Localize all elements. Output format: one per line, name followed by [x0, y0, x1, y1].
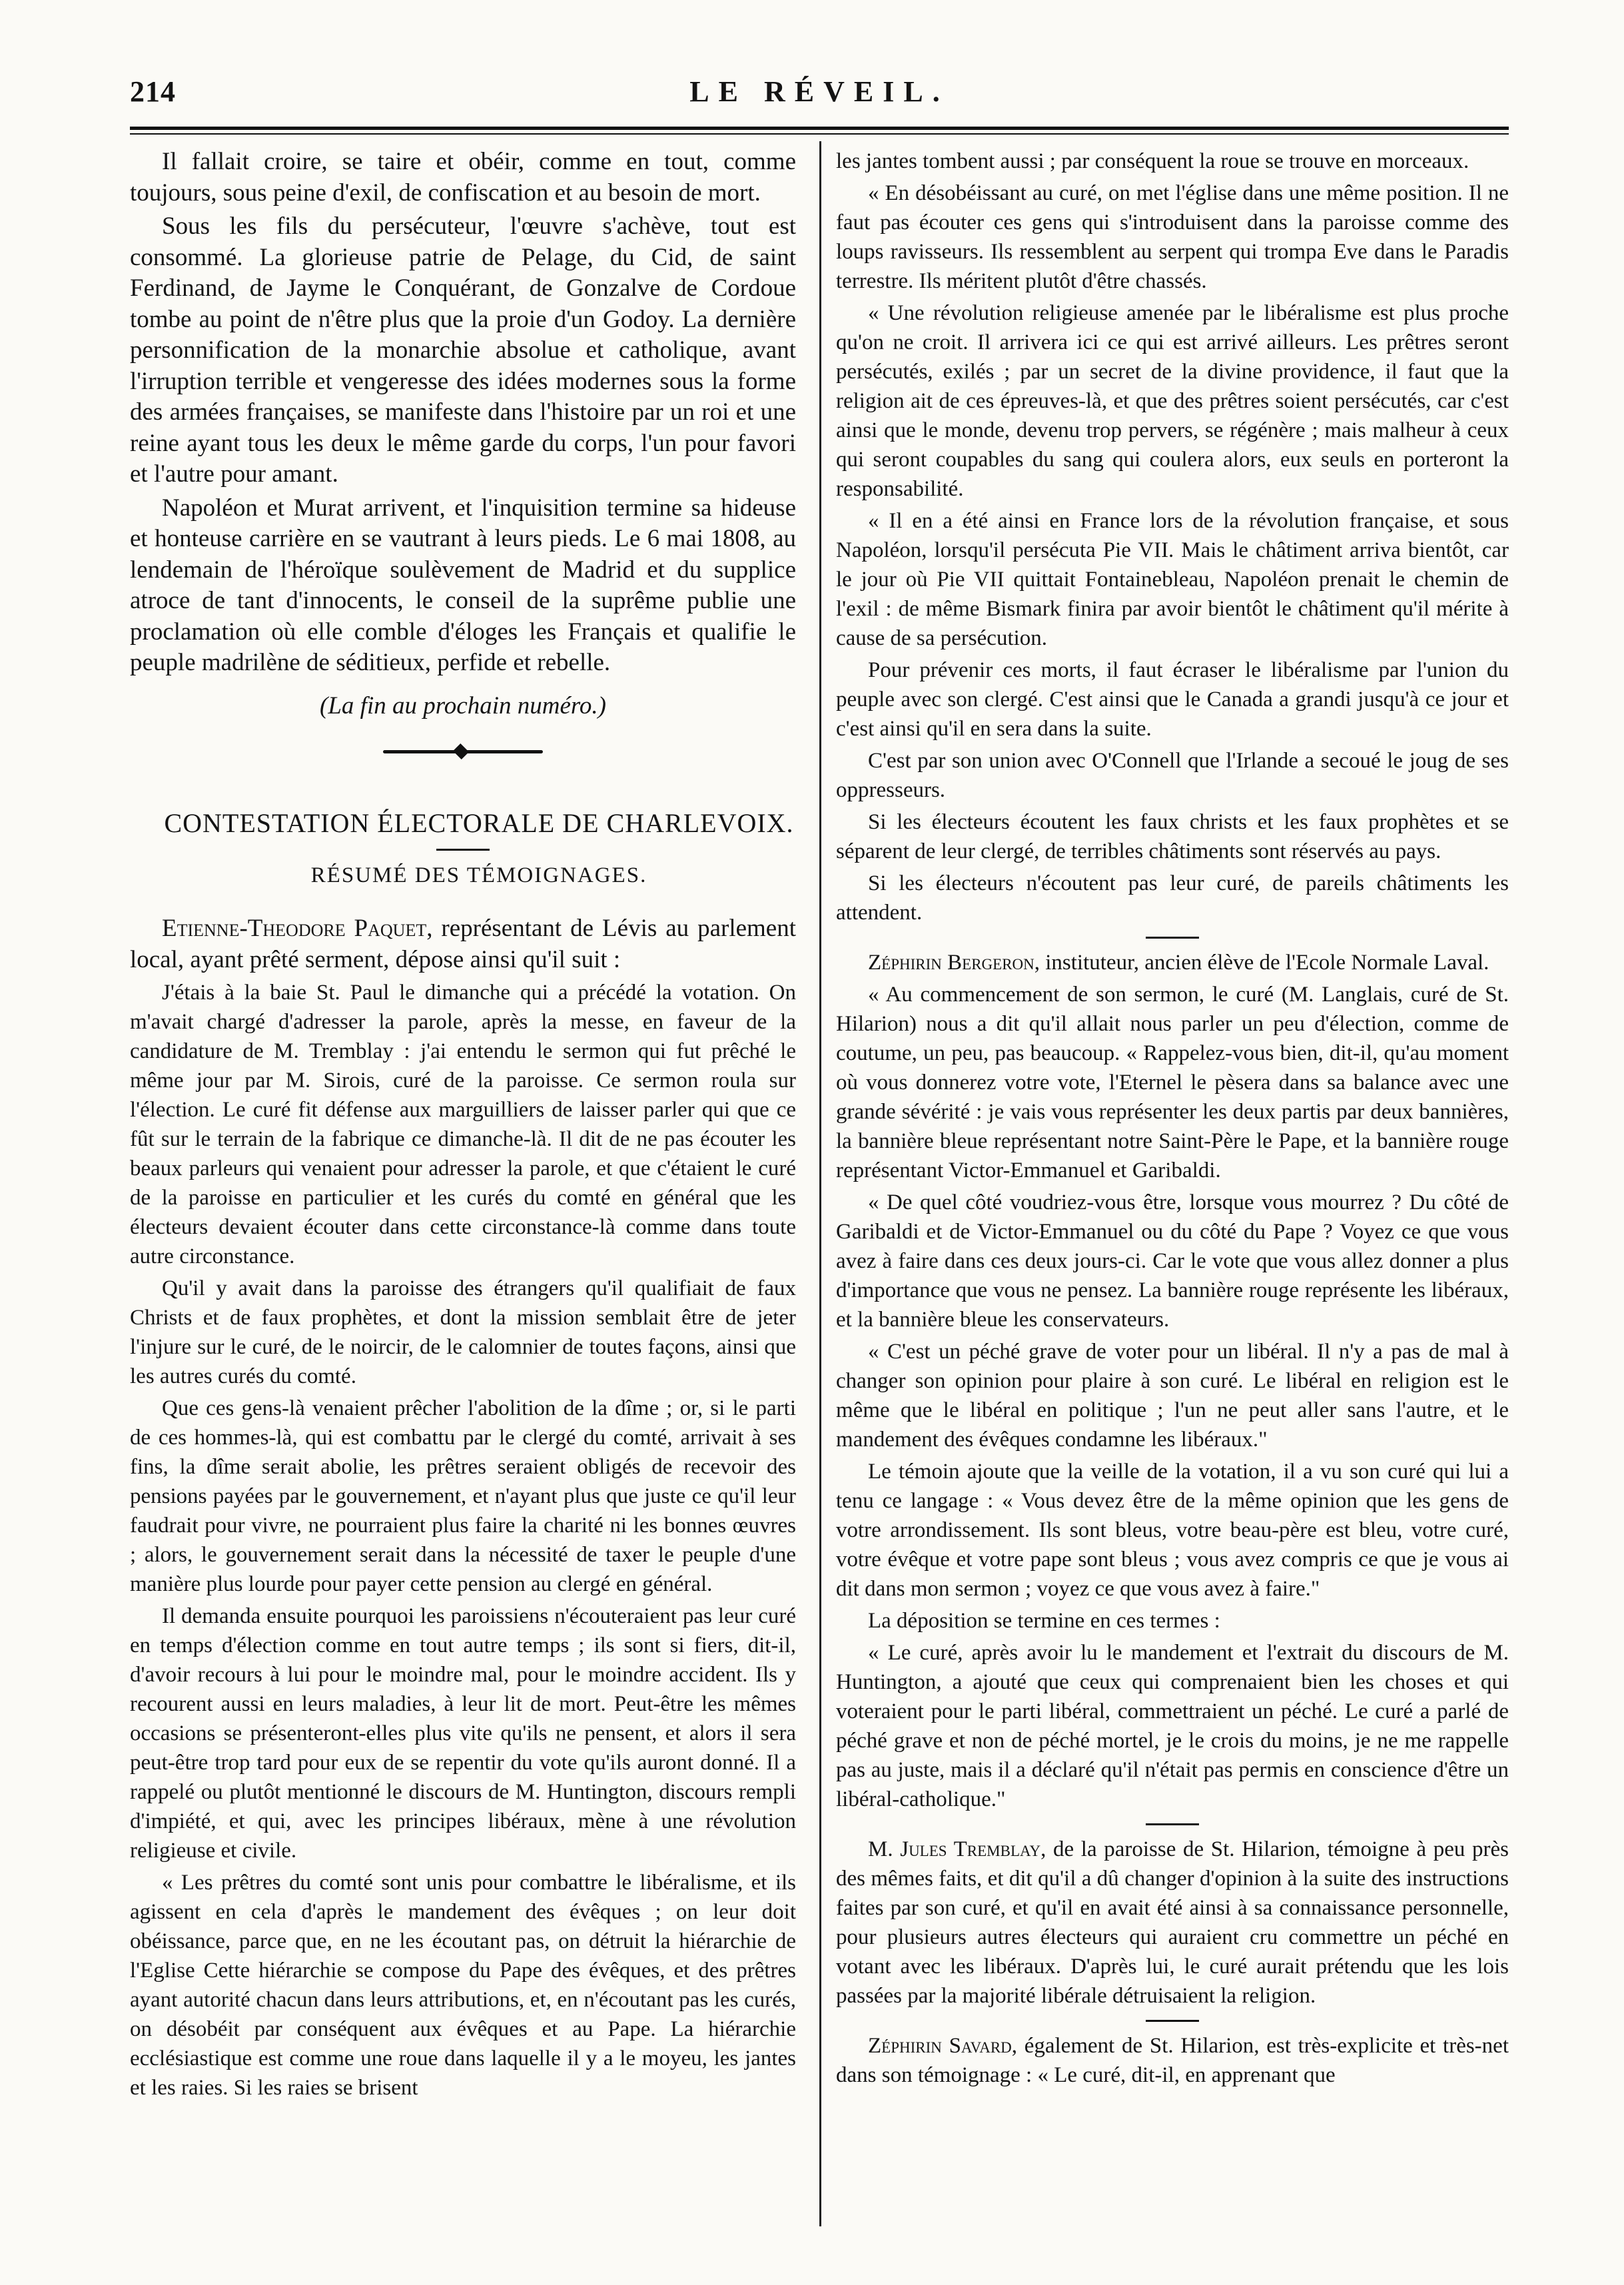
- witness-name: Zéphirin Savard: [868, 2034, 1012, 2058]
- right-column: [836, 147, 1509, 2092]
- journal-title: LE RÉVEIL.: [689, 75, 949, 108]
- testimony-paragraph: J'étais à la baie St. Paul le dimanche qui a précédé la votation. On m'avait chargé d'adresser la parole, après la messe, en faveur de la candidature de M. Tremblay : j'ai entendu le sermon qui fut prêché le même jour par M. Sirois, curé de la paroisse. Ce sermon roula sur l'élection. Le curé fit défense aux marguilliers de laisser parler qui que ce fût sur le terrain de la fabrique ce dimanche-là. Il dit de ne pas écouter les beaux parleurs qui venaient pour adresser la parole, et que c'étaient le curé de la paroisse en particulier et les curés du comté en général que les électeurs devaient écouter dans cette circonstance-là comme dans toute autre circonstance.: [130, 981, 796, 1268]
- testimony-paragraph: « Le curé, après avoir lu le mandement et l'extrait du discours de M. Huntington, a ajouté que ceux qui comprenaient bien les choses et qui voteraient pour le parti libéral, commettraient un péché. Le curé a parlé de péché grave et non de péché mortel, je le crois du moins, je ne me rappelle pas au juste, mais il a déclaré qu'il n'était pas permis en conscience d'être un libéral-catholique.": [836, 1641, 1509, 1811]
- paragraph: Il fallait croire, se taire et obéir, comme en tout, comme toujours, sous peine d'exil, de confiscation et au besoin de mort.: [130, 148, 796, 207]
- testimony-paragraph: Si les électeurs n'écoutent pas leur curé, de pareils châtiments les attendent.: [836, 871, 1509, 925]
- testimony-paragraph: « Il en a été ainsi en France lors de la révolution française, et sous Napoléon, lorsqu'il persécuta Pie VII. Mais le châtiment arriva bientôt, car le jour où Pie VII quittait Fontainebleau, Napoléon prenait le chemin de l'exil : de même Bismark finira par avoir bientôt le châtiment qu'il mérite à cause de sa persécution.: [836, 509, 1509, 650]
- testimony-paragraph: « En désobéissant au curé, on met l'église dans une même position. Il ne faut pas écouter ces gens qui s'introduisent dans la paroisse comme des loups ravisseurs. Ils ressemblent au serpent qui trompa Eve dans le Paradis terrestre. Ils méritent plutôt d'être chassés.: [836, 181, 1509, 293]
- testimony-paragraph: Qu'il y avait dans la paroisse des étrangers qu'il qualifiait de faux Christs et de faux prophètes, et dont la mission semblait être de jeter l'injure sur le curé, de le noircir, de le calomnier de toutes façons, ainsi que les autres curés du comté.: [130, 1276, 796, 1388]
- header-rule-thick: [130, 127, 1509, 130]
- witness-intro: Zéphirin Bergeron, instituteur, ancien élève de l'Ecole Normale Laval.: [868, 951, 1489, 975]
- testimony-paragraph: La déposition se termine en ces termes :: [868, 1609, 1220, 1633]
- section-subtitle: RÉSUMÉ DES TÉMOIGNAGES.: [310, 863, 647, 887]
- witness-name: Zéphirin Bergeron: [868, 951, 1034, 975]
- header-rule-thin: [130, 133, 1509, 135]
- testimony-paragraph: Que ces gens-là venaient prêcher l'abolition de la dîme ; or, si le parti de ces hommes-là, qui est combattu par le clergé du comté, arrivait à ses fins, la dîme serait abolie, les prêtres seraient obligés de recevoir des pensions payées par le gouvernement, et n'ayant plus que juste ce qu'il leur faudrait pour vivre, ne pourraient plus faire la charité ni les bonnes œuvres ; alors, le gouvernement serait dans la nécessité de taxer le peuple d'une manière plus lourde pour payer cette pension au clergé en général.: [130, 1396, 796, 1596]
- testimony-paragraph: Le témoin ajoute que la veille de la votation, il a vu son curé qui lui a tenu ce langage : « Vous devez être de la même opinion que les gens de votre arrondissement. Ils sont bleus, votre beau-père est bleu, votre curé, votre évêque et votre pape sont bleus ; vous avez compris ce que je vous ai dit dans mon sermon ; voyez ce que vous avez à faire.": [836, 1460, 1509, 1601]
- continuation-note: (La fin au prochain numéro.): [320, 691, 606, 719]
- testimony-paragraph: « Les prêtres du comté sont unis pour combattre le libéralisme, et ils agissent en cela d'après le mandement des évêques ; on leur doit obéissance, parce que, en ne les écoutant pas, on détruit la hiérarchie de l'Eglise Cette hiérarchie se compose du Pape des évêques, et des prêtres ayant autorité chacun dans leurs attributions, et, en n'écoutant pas les curés, on désobéit par conséquent aux évêques et au Pape. La hiérarchie ecclésiastique est comme une roue dans laquelle il y a le moyeu, les jantes et les raies. Si les raies se brisent: [130, 1871, 796, 2100]
- separator-rule: [1146, 2020, 1199, 2022]
- witness-intro: Etienne-Theodore Paquet, représentant de Lévis au parlement local, ayant prêté serment, dépose ainsi qu'il suit :: [130, 915, 796, 973]
- testimony-paragraph: « C'est un péché grave de voter pour un libéral. Il n'y a pas de mal à changer son opinion pour plaire à son curé. Le libéral en religion est le même que le libéral en politique ; l'un ne peut aller sans l'autre, et le mandement des évêques condamne les libéraux.": [836, 1340, 1509, 1452]
- separator-rule: [1146, 1823, 1199, 1825]
- section-ornament: [383, 748, 543, 755]
- page-number: 214: [130, 75, 176, 108]
- testimony-paragraph: C'est par son union avec O'Connell que l'Irlande a secoué le joug de ses oppresseurs.: [836, 749, 1509, 802]
- testimony-paragraph: Il demanda ensuite pourquoi les paroissiens n'écouteraient pas leur curé en temps d'élection comme en tout autre temps ; ils sont si fiers, dit-il, d'avoir recours à lui pour le moindre mal, pour le moindre accident. Ils y recourent aussi en leurs maladies, à leur lit de mort. Peut-être les mêmes occasions se présenteront-elles plus vite qu'ils ne pensent, et alors il sera peut-être trop tard pour eux de se repentir du vote qu'ils auront donné. Il a rappelé ou plutôt mentionné le discours de M. Huntington, discours rempli d'impiété, et qui, avec les principes libéraux, mène à une révolution religieuse et civile.: [130, 1604, 796, 1863]
- witness-intro: M. Jules Tremblay, de la paroisse de St. Hilarion, témoigne à peu près des mêmes faits, et dit qu'il a dû changer d'opinion à la suite des instructions faites par son curé, et qu'il en avait été ainsi à sa connaissance personnelle, pour plusieurs autres électeurs qui auraient cru commettre un péché en votant avec les libéraux. D'après lui, le curé aurait prétendu que les lois passées par la majorité libérale détruisaient la religion.: [836, 1837, 1509, 2008]
- testimony-paragraph: « De quel côté voudriez-vous être, lorsque vous mourrez ? Du côté de Garibaldi et de Victor-Emmanuel ou du côté du Pape ? Voyez ce que vous avez à faire dans ces deux jours-ci. Car le vote que vous allez donner a plus d'importance que vous ne pensez. La bannière rouge représente les libéraux, et la bannière bleue les conservateurs.: [836, 1190, 1509, 1332]
- separator-rule: [1146, 937, 1199, 939]
- paragraph: Sous les fils du persécuteur, l'œuvre s'achève, tout est consommé. La glorieuse patrie de Pelage, du Cid, de saint Ferdinand, de Jayme le Conquérant, de Gonzalve de Cordoue tombe au point de n'être plus que la proie d'un Godoy. La dernière personnification de la monarchie absolue et catholique, avant l'irruption terrible et vengeresse des idées modernes sous la forme des armées françaises, se manifeste dans l'histoire par un roi et une reine ayant tous les deux le même garde du corps, l'un pour favori et l'autre pour amant.: [130, 213, 796, 488]
- witness-name: Etienne-Theodore Paquet: [162, 915, 427, 942]
- testimony-paragraph: Pour prévenir ces morts, il faut écraser le libéralisme par l'union du peuple avec son clergé. C'est ainsi que le Canada a grandi jusqu'à ce jour et c'est ainsi qu'il en sera dans la suite.: [836, 658, 1509, 741]
- page-header: [130, 75, 1509, 115]
- testimony-paragraph: Si les électeurs écoutent les faux christs et les faux prophètes et se séparent de leur clergé, de terribles châtiments sont réservés au pays.: [836, 810, 1509, 863]
- paragraph: Napoléon et Murat arrivent, et l'inquisition termine sa hideuse et honteuse carrière en se vautrant à leurs pieds. Le 6 mai 1808, au lendemain de l'héroïque soulèvement de Madrid et du supplice atroce de tant d'innocents, le conseil de la suprême publie une proclamation où elle comble d'éloges les Français et qualifie le peuple madrilène de séditieux, perfide et rebelle.: [130, 494, 796, 676]
- testimony-paragraph: « Une révolution religieuse amenée par le libéralisme est plus proche qu'on ne croit. Il arrivera ici ce qui est arrivé ailleurs. Les prêtres seront persécutés, exilés ; par un secret de la divine providence, il faut que la religion ait de ces épreuves-là, et que des prêtres soient persécutés, car c'est ainsi que le monde, devenu trop pervers, se régénère ; mais malheur à ceux qui seront coupables du sang qui coulera alors, eux seuls en porteront la responsabilité.: [836, 301, 1509, 501]
- column-divider: [819, 141, 821, 2226]
- witness-name: M. Jules Tremblay: [868, 1837, 1041, 1861]
- title-rule: [436, 849, 490, 851]
- left-column: [130, 147, 796, 2105]
- witness-intro: Zéphirin Savard, également de St. Hilarion, est très-explicite et très-net dans son témoignage : « Le curé, dit-il, en apprenant que: [836, 2034, 1509, 2087]
- testimony-paragraph: les jantes tombent aussi ; par conséquent la roue se trouve en morceaux.: [836, 149, 1469, 173]
- testimony-paragraph: « Au commencement de son sermon, le curé (M. Langlais, curé de St. Hilarion) nous a dit qu'il allait nous parler un peu d'élection, comme de coutume, un peu, pas beaucoup. « Rappelez-vous bien, dit-il, qu'au moment où vous donnerez votre vote, l'Eternel le pèsera dans sa balance avec une grande sévérité : je vais vous représenter les deux partis par deux bannières, la bannière bleue représentant notre Saint-Père le Pape, et la bannière rouge représentant Victor-Emmanuel et Garibaldi.: [836, 983, 1509, 1182]
- section-title: CONTESTATION ÉLECTORALE DE CHARLEVOIX.: [164, 808, 794, 838]
